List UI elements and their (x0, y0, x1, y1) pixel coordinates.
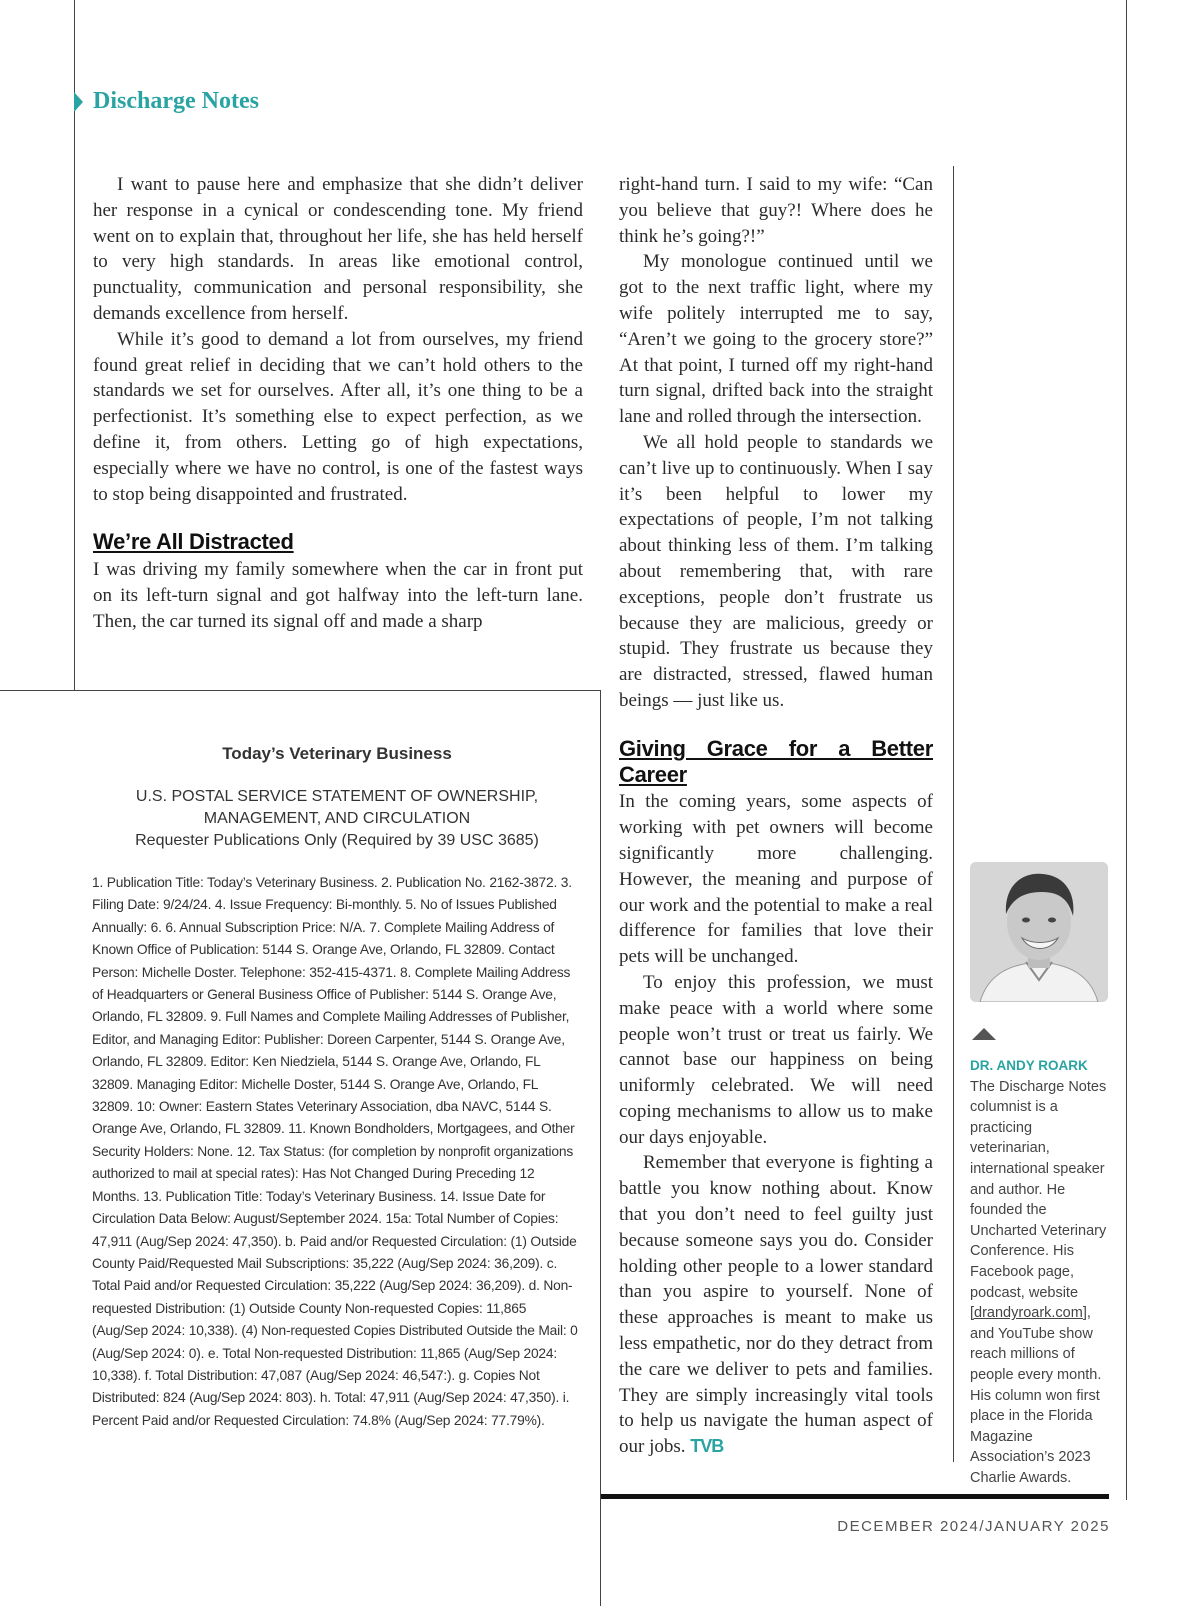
statement-top-rule (0, 690, 601, 691)
postal-statement (92, 744, 582, 1432)
right-paragraph: To enjoy this profession, we must make peace with a world where some people won’t trust or treat us fairly. We cannot base our happiness on being uniformly celebrated. We will need coping mechanisms to allow us to make our days enjoyable. (619, 971, 933, 1148)
right-paragraph: My monologue continued until we got to the next traffic light, where my wife politely interrupted me to say, “Aren’t we going to the grocery store?” At that point, I turned off my right-hand turn signal, drifted back into the straight lane and rolled through the intersection. (619, 251, 933, 428)
closing-rule (601, 1494, 1109, 1499)
author-bio (970, 1056, 1114, 1488)
issue-date-footer: DECEMBER 2024/JANUARY 2025 (837, 1518, 1110, 1535)
author-portrait-icon (970, 862, 1108, 1002)
statement-heading-line: Requester Publications Only (Required by 39 USC 3685) (135, 832, 539, 849)
author-pointer-icon (972, 1028, 996, 1040)
right-paragraph: In the coming years, some aspects of working with pet owners will become significantly more challenging. However, the meaning and purpose of our work and the potential to make a real difference for families that love their pets will be unchanged. (619, 791, 933, 968)
right-column-divider-rule (953, 166, 954, 1462)
section-header (74, 88, 259, 115)
statement-body: 1. Publication Title: Today’s Veterinary Business. 2. Publication No. 2162-3872. 3. Filing Date: 9/24/24. 4. Issue Frequency: Bi-monthly. 5. No of Issues Published Annually: 6. 6. Annual Subscription Price: N/A. 7. Complete Mailing Address of Known Office of Publication: 5144 S. Orange Ave, Orlando, FL 32809. Contact Person: Michelle Doster. Telephone: 352-415-4371. 8. Complete Mailing Address of Headquarters or General Business Office of Publisher: 5144 S. Orange Ave, Orlando, FL 32809. 9. Full Names and Complete Mailing Addresses of Publisher, Editor, and Managing Editor: Publisher: Doreen Carpenter, 5144 S. Orange Ave, Orlando, FL 32809. Editor: Ken Niedziela, 5144 S. Orange Ave, Orlando, FL 32809. Managing Editor: Michelle Doster, 5144 S. Orange Ave, Orlando, FL 32809. 10: Owner: Eastern States Veterinary Association, dba NAVC, 5144 S. Orange Ave, Orlando, FL 32809. 11. Known Bondholders, Mortgagees, and Other Security Holders: None. 12. Tax Status: (for completion by nonprofit organizations authorized to mail at special rates): Has Not Changed During Preceding 12 Months. 13. Publication Title: Today’s Veterinary Business. 14. Issue Date for Circulation Data Below: August/September 2024. 15a: Total Number of Copies: 47,911 (Aug/Sep 2024: 47,350). b. Paid and/or Requested Circulation: (1) Outside County Paid/Requested Mail Subscriptions: 35,222 (Aug/Sep 2024: 36,209). c. Total Paid and/or Requested Circulation: 35,222 (Aug/Sep 2024: 36,209). d. Non-requested Distribution: (1) Outside County Non-requested Copies: 11,865 (Aug/Sep 2024: 10,338). (4) Non-requested Copies Distributed Outside the Mail: 0 (Aug/Sep 2024: 0). e. Total Non-requested Distribution: 11,865 (Aug/Sep 2024: 10,338). f. Total Distribution: 47,087 (Aug/Sep 2024: 46,547:). g. Copies Not Distributed: 824 (Aug/Sep 2024: 803). h. Total: 47,911 (Aug/Sep 2024: 47,350). i. Percent Paid and/or Requested Circulation: 74.8% (Aug/Sep 2024: 77.79%). (92, 875, 578, 1428)
left-paragraph: I want to pause here and emphasize that she didn’t deliver her response in a cynical or condescending tone. My friend went on to explain that, throughout her life, she has held herself to very high standards. In areas like emotional control, punctuality, communication and personal responsibility, she demands excellence from herself. (93, 174, 583, 324)
right-frame-rule (1126, 0, 1127, 1500)
author-bio-text-end: , and YouTube show reach millions of people every month. His column won first place in the Florida Magazine Association’s 2023 Charlie Awards. (970, 1305, 1102, 1486)
section-title: Discharge Notes (93, 88, 259, 114)
closing-paragraph-text: Remember that everyone is fighting a battle you know nothing about. Know that you don’t need to feel guilty just because someone says you do. Consider holding other people to a lower standard than you aspire to yourself. None of these approaches is meant to make us less empathetic, nor do they detract from the care we deliver to pets and families. They are simply increasingly vital tools to help us navigate the human aspect of our jobs. (619, 1152, 933, 1458)
statement-heading-line: U.S. POSTAL SERVICE STATEMENT OF OWNERSHIP, (135, 788, 539, 805)
statement-publication: Today’s Veterinary Business (222, 744, 452, 763)
author-name: DR. ANDY ROARK (970, 1058, 1088, 1073)
statement-heading-line: MANAGEMENT, AND CIRCULATION (203, 810, 471, 827)
author-photo (970, 862, 1108, 1002)
right-paragraph (619, 1150, 933, 1460)
subhead-distracted: We’re All Distracted (93, 529, 294, 555)
right-paragraph: right-hand turn. I said to my wife: “Can you believe that guy?! Where does he think he’s going?!” (619, 174, 933, 247)
right-paragraph: We all hold people to standards we can’t live up to continuously. When I say it’s been helpful to lower my expectations of people, I’m not talking about thinking less of them. I’m talking about remembering that, with rare exceptions, people don’t frustrate us because they are malicious, greedy or stupid. They frustrate us because they are distracted, stressed, flawed human beings — just like us. (619, 431, 933, 711)
author-bio-text: The Discharge Notes columnist is a practicing veterinarian, international speaker and author. He founded the Uncharted Veterinary Conference. His Facebook page, podcast, website (970, 1078, 1107, 1301)
left-article-column (93, 172, 583, 635)
left-paragraph: While it’s good to demand a lot from ourselves, my friend found great relief in deciding that we can’t hold others to the standards we set for ourselves. After all, it’s one thing to be a perfectionist. It’s something else to expect perfection, as we define it, from others. Letting go of high expectations, especially where we have no control, is one of the fastest ways to stop being disappointed and frustrated. (93, 328, 583, 505)
left-paragraph: I was driving my family somewhere when the car in front put on its left-turn signal and got halfway into the left-turn lane. Then, the car turned its signal off and made a sharp (93, 559, 583, 632)
author-website-link[interactable]: [drandyroark.com] (970, 1305, 1087, 1322)
right-article-column (619, 172, 933, 1460)
column-divider-rule (600, 690, 601, 1606)
section-arrow-icon (74, 92, 83, 112)
statement-heading (92, 786, 582, 852)
subhead-giving-grace: Giving Grace for a Better Career (619, 735, 933, 787)
tvb-end-mark: TVB (690, 1436, 724, 1457)
